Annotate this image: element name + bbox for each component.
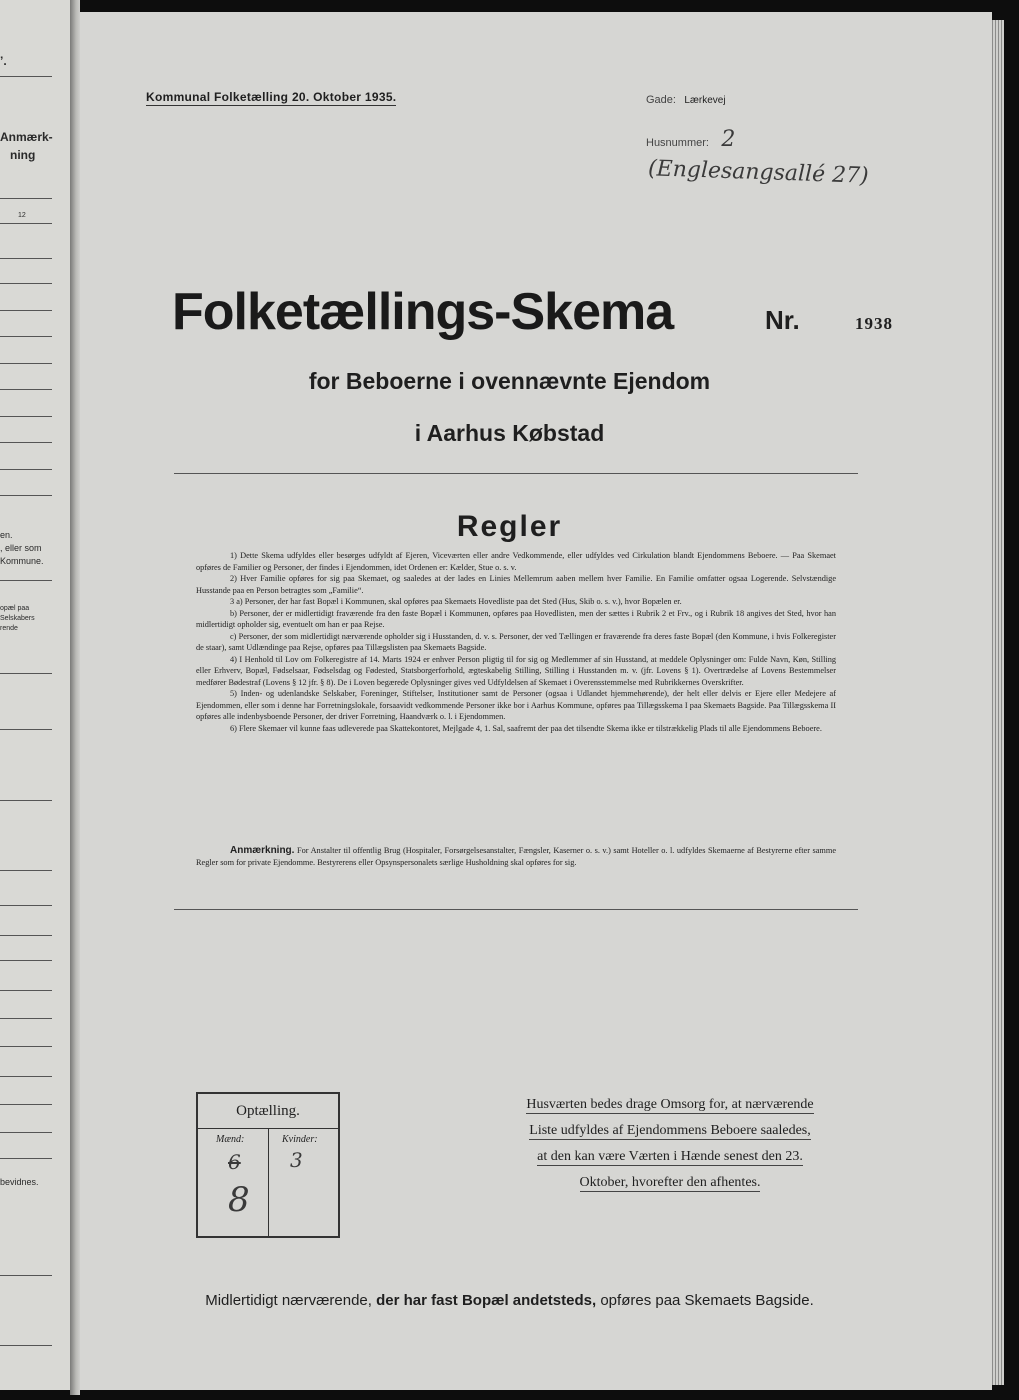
divider [0,258,52,259]
notice-line-3: at den kan være Værten i Hænde senest den 23. [537,1149,803,1164]
husnummer-row [646,127,735,152]
divider [0,469,52,470]
handwritten-address-note: (Englesangsallé 27) [647,156,870,189]
landlord-notice [500,1092,840,1196]
anmaerkning-label: Anmærkning. [230,845,295,856]
husnummer-label: Husnummer: [646,137,709,149]
notice-line-4: Oktober, hvorefter den afhentes. [579,1175,761,1190]
divider [0,1132,52,1133]
rules-body [196,550,836,734]
left-anmaerk-label: Anmærk- [0,130,53,144]
divider [0,198,52,199]
left-text: en. [0,530,13,540]
rule-4: 4) I Henhold til Lov om Folkeregistre af 14. Marts 1924 er enhver Person pligtig til for sig og Medlemmer af sin Husstand, at meddele Oplysninger om: Fulde Navn, Køn, Stilling eller Erhverv, Bopæl, Fødselsaar, Fødselsdag og Fødested, Statsborgerforhold, ægteskabelig Stilling, Stilling i Husstanden m. v. (jfr. Lovens § 1). Overtrædelse af Lovens Bestemmelser medfører Bødestraf (Lovens § 12 jfr. § 8). De i Loven begærede Oplysninger gives ved Udfyldelsen af Skemaet i Overensstemmelse med Rubrikkernes Overskrifter. [196,654,836,687]
divider [0,960,52,961]
divider [0,935,52,936]
maend-value: 8 [228,1180,250,1220]
left-anmaerk-label-2: ning [10,148,36,162]
footer-text-bold: der har fast Bopæl andetsteds, [376,1292,597,1309]
divider [0,336,52,337]
divider [0,673,52,674]
divider [0,1046,52,1047]
divider [174,473,858,474]
left-page-fragment: ’. [0,54,7,68]
count-box-divider [268,1129,269,1236]
anmaerkning-block [196,845,836,868]
divider [0,416,52,417]
rule-5: 5) Inden- og udenlandske Selskaber, Foreninger, Stiftelser, Institutioner samt de Personer (ogsaa i Udlandet hjemmehørende), der helt eller delvis er Ejere eller Medejere af Ejendommen, eller som i denne har Forretningslokale, forsaavidt vedkommende Personer ikke bor i Aarhus Kommune, opføres paa Tillægsskema I paa Skemaets Bagside. Paa Tillægsskema II opføres alle indenbysboende Personer, der driver Forretning, Haandværk o. l. i Ejendommen. [196,689,836,721]
left-text: Kommune. [0,556,44,566]
footer-text-2: opføres paa Skemaets Bagside. [596,1292,814,1309]
divider [0,729,52,730]
left-text: opæl paa [0,605,30,612]
divider [0,1104,52,1105]
nr-label: Nr. [765,305,800,335]
rule-3b: b) Personer, der er midlertidigt fraværende fra den faste Bopæl i Kommunen, opføres paa Hovedlisten, men der sættes i Rubrik 2 et Frv., og i Rubrik 18 angives det Sted, hvor han midlertidigt opholder sig, eventuelt om han er paa Rejse. [196,608,836,629]
kvinder-value: 3 [290,1148,303,1172]
form-number: 1938 [855,314,893,333]
column-number: 12 [18,212,26,219]
divider [0,363,52,364]
divider [0,800,52,801]
divider [0,580,52,581]
gade-row [646,90,726,108]
husnummer-value: 2 [721,127,736,152]
rule-1: 1) Dette Skema udfyldes eller besørges udfyldt af Ejeren, Viceværten eller andre Vedkommende, eller udfyldes ved Cirkulation blandt Ejendommens Beboere. — Paa Skemaet opføres de Familier og Personer, der findes i Ejendommen, idet Ordenen er: Kælder, Stue o. s. v. [196,551,836,572]
rule-3a: 3 a) Personer, der har fast Bopæl i Kommunen, skal opføres paa Skemaets Hovedliste paa det Sted (Hus, Skib o. s. v.), hvor Bopælen er. [230,597,682,606]
divider [0,870,52,871]
left-text: rende [0,625,18,632]
book-fold [70,0,80,1395]
divider [0,495,52,496]
left-text: Selskabers [0,615,35,622]
subtitle-2: i Aarhus Købstad [414,420,605,446]
notice-line-2: Liste udfyldes af Ejendommens Beboere saaledes, [529,1123,811,1138]
divider [0,1018,52,1019]
rule-2: 2) Hver Familie opføres for sig paa Skemaet, og saaledes at der lades en Linies Mellemrum aaben mellem hver Familie. En Familie omfatter ogsaa Logerende. Selvstændige Husstande paa en Person betragtes som „Familie“. [196,574,836,595]
census-header: Kommunal Folketælling 20. Oktober 1935. [146,90,397,104]
divider [0,1345,52,1346]
divider [0,905,52,906]
divider [0,1275,52,1276]
divider [0,76,52,77]
gade-label: Gade: [646,94,676,106]
notice-line-1: Husværten bedes drage Omsorg for, at nærværende [526,1097,814,1112]
rule-6: 6) Flere Skemaer vil kunne faas udleverede paa Skattekontoret, Mejlgade 4, 1. Sal, saafremt der paa det tilsendte Skema ikke er tilstrækkelig Plads til alle Ejendommens Beboere. [230,723,822,733]
footer-note [0,1292,1019,1309]
form-title: Folketællings-Skema [172,283,674,341]
rules-heading: Regler [456,510,563,543]
subtitle-1: for Beboerne i ovennævnte Ejendom [308,368,711,394]
anmaerkning-text: For Anstalter til offentlig Brug (Hospitaler, Forsørgelsesanstalter, Fængsler, Kaserner o. s. v.) samt Hoteller o. l. udfyldes Skemaerne af Bestyrerne efter samme Regler som for private Ejendomme. Bestyrerens eller Opsynspersonalets særlige Husholdning skal opføres for sig. [196,846,836,867]
page-stack-edge [990,20,1004,1385]
count-box [196,1092,340,1238]
rule-3c: c) Personer, der som midlertidigt nærværende opholder sig i Husstanden, d. v. s. Personer, der ved Tællingen er fraværende fra deres faste Bopæl (den Kommune, i hvis Folkeregister de staar), samt Udlændinge paa Rejse, opføres paa Tillægslisten paa Skemaets Bagside. [196,631,836,652]
divider [0,1158,52,1159]
gade-value: Lærkevej [684,95,726,106]
previous-page-strip [0,0,70,1390]
divider [0,223,52,224]
divider [0,283,52,284]
divider [174,909,858,910]
left-text: , eller som [0,543,42,553]
kvinder-label: Kvinder: [282,1134,318,1145]
footer-text-1: Midlertidigt nærværende, [205,1292,377,1309]
divider [0,1076,52,1077]
divider [0,310,52,311]
left-text: bevidnes. [0,1177,39,1187]
divider [0,990,52,991]
maend-value-struck: 6 [228,1150,241,1174]
maend-label: Mænd: [216,1134,245,1145]
count-box-title: Optælling. [198,1094,338,1129]
